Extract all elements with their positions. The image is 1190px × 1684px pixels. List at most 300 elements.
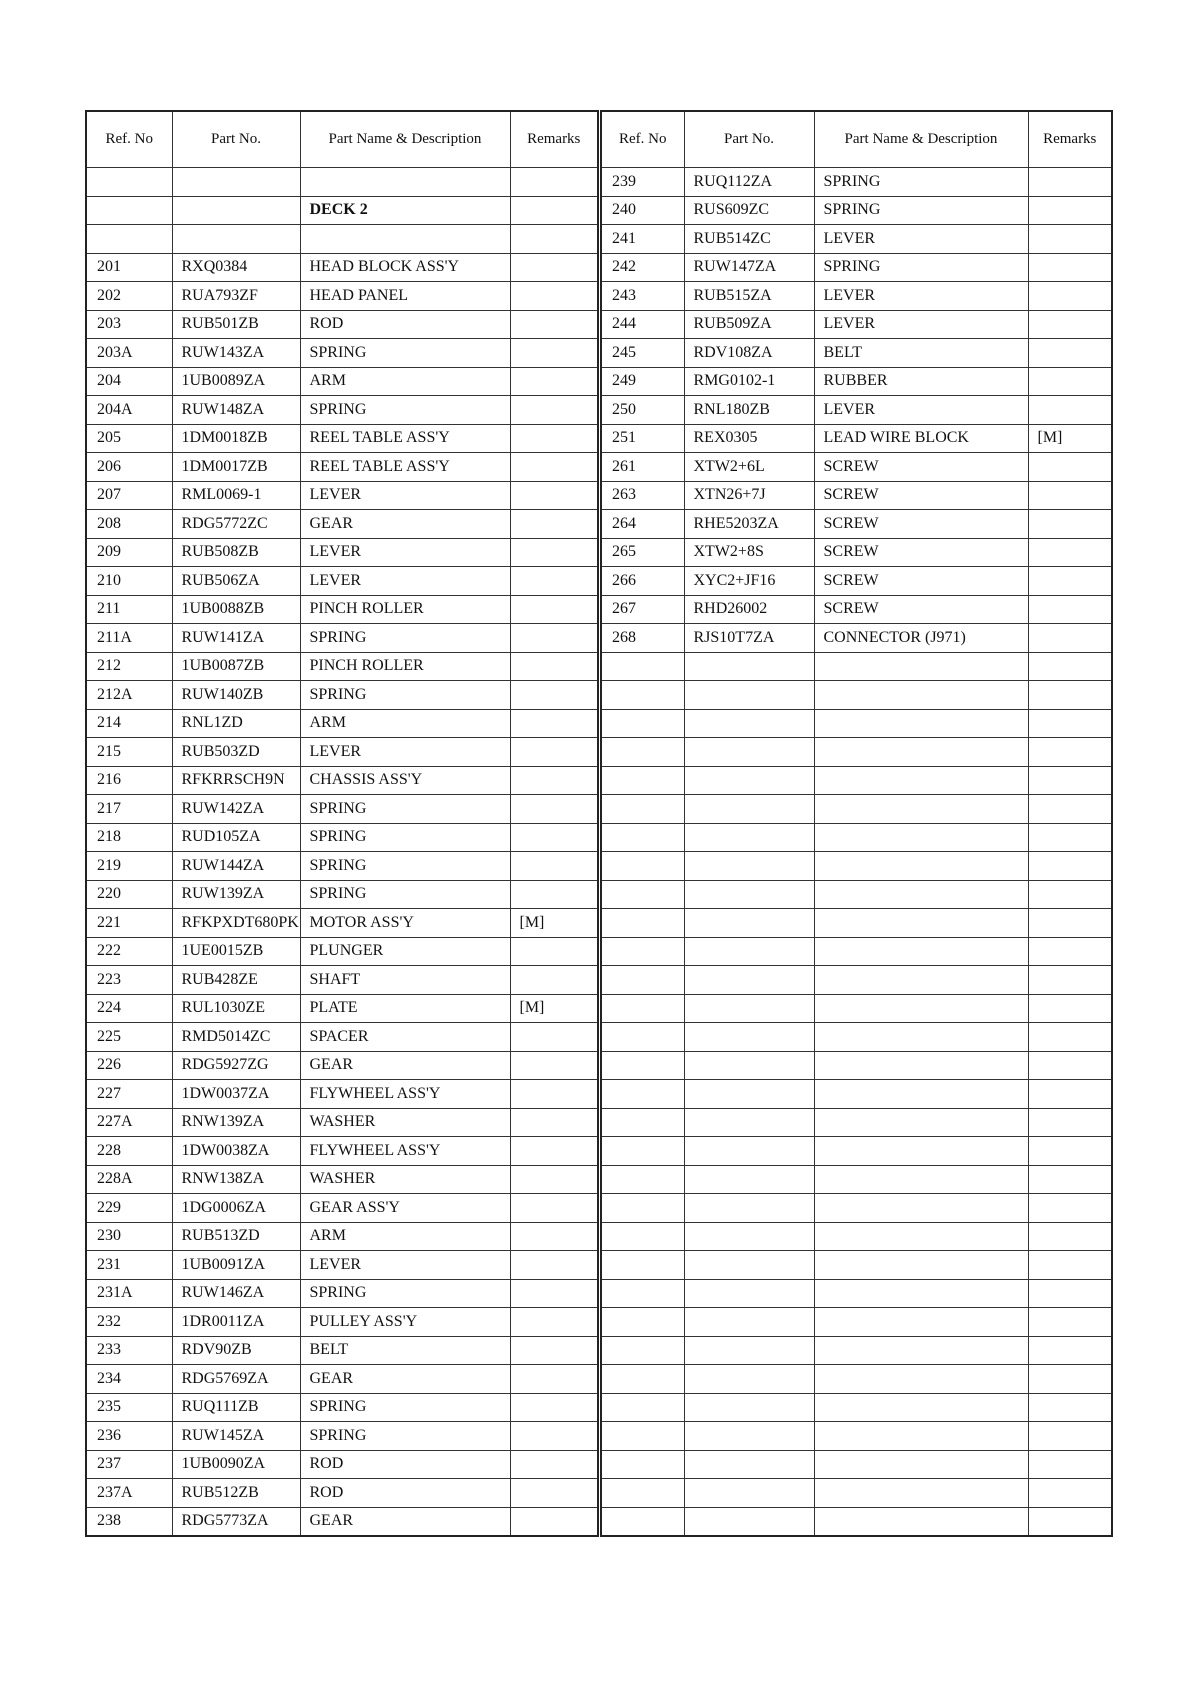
part-no-cell: RHD26002 [684, 595, 814, 624]
part-no-cell [172, 196, 300, 225]
remarks-cell [1028, 1194, 1112, 1223]
part-name-cell: FLYWHEEL ASS'Y [300, 1080, 510, 1109]
table-row [86, 196, 598, 225]
part-no-cell: REX0305 [684, 424, 814, 453]
part-no-cell [684, 1393, 814, 1422]
part-name-cell: BELT [814, 339, 1028, 368]
ref-no-cell: 236 [86, 1422, 172, 1451]
ref-no-cell: 209 [86, 538, 172, 567]
part-name-cell: MOTOR ASS'Y [300, 909, 510, 938]
ref-no-cell [601, 1365, 684, 1394]
part-name-cell: LEVER [814, 225, 1028, 254]
part-no-cell: RDG5769ZA [172, 1365, 300, 1394]
col-part-name: Part Name & Description [814, 111, 1028, 168]
remarks-cell [510, 1308, 598, 1337]
empty-row [601, 1336, 1112, 1365]
part-no-cell: 1DM0018ZB [172, 424, 300, 453]
remarks-cell [1028, 1336, 1112, 1365]
remarks-cell [1028, 1165, 1112, 1194]
part-no-cell: RUB509ZA [684, 310, 814, 339]
ref-no-cell: 228A [86, 1165, 172, 1194]
ref-no-cell [601, 1165, 684, 1194]
empty-row [601, 1507, 1112, 1536]
part-name-cell [814, 1279, 1028, 1308]
ref-no-cell [601, 1336, 684, 1365]
part-name-cell: GEAR [300, 510, 510, 539]
part-no-cell: XTW2+6L [684, 453, 814, 482]
table-row [86, 624, 598, 653]
table-row [601, 367, 1112, 396]
part-no-cell: RUW142ZA [172, 795, 300, 824]
part-name-cell: LEVER [300, 1251, 510, 1280]
ref-no-cell: 231 [86, 1251, 172, 1280]
table-row [86, 282, 598, 311]
part-no-cell: RUW144ZA [172, 852, 300, 881]
part-name-cell: SCREW [814, 510, 1028, 539]
part-name-cell: SPRING [300, 880, 510, 909]
remarks-cell [1028, 1393, 1112, 1422]
table-row [86, 339, 598, 368]
part-no-cell: RJS10T7ZA [684, 624, 814, 653]
ref-no-cell [601, 738, 684, 767]
part-name-cell: GEAR [300, 1507, 510, 1536]
remarks-cell [1028, 1051, 1112, 1080]
part-no-cell [684, 966, 814, 995]
part-no-cell [684, 709, 814, 738]
table-row [601, 624, 1112, 653]
ref-no-cell [601, 766, 684, 795]
ref-no-cell: 227A [86, 1108, 172, 1137]
part-name-cell: SCREW [814, 481, 1028, 510]
part-name-cell [814, 966, 1028, 995]
remarks-cell [510, 1137, 598, 1166]
col-part-no: Part No. [684, 111, 814, 168]
remarks-cell [1028, 282, 1112, 311]
part-name-cell: PINCH ROLLER [300, 595, 510, 624]
remarks-cell [510, 1365, 598, 1394]
remarks-cell [510, 766, 598, 795]
part-no-cell: RUB513ZD [172, 1222, 300, 1251]
ref-no-cell: 233 [86, 1336, 172, 1365]
remarks-cell [510, 1422, 598, 1451]
col-ref-no: Ref. No [601, 111, 684, 168]
part-name-cell: ARM [300, 1222, 510, 1251]
ref-no-cell: 207 [86, 481, 172, 510]
part-no-cell: RUW140ZB [172, 681, 300, 710]
remarks-cell [1028, 937, 1112, 966]
remarks-cell [510, 1393, 598, 1422]
part-name-cell [814, 1165, 1028, 1194]
table-row [601, 481, 1112, 510]
ref-no-cell: 237A [86, 1479, 172, 1508]
remarks-cell [1028, 538, 1112, 567]
ref-no-cell: 203 [86, 310, 172, 339]
part-name-cell [814, 766, 1028, 795]
ref-no-cell: 220 [86, 880, 172, 909]
table-row [86, 738, 598, 767]
table-row [601, 253, 1112, 282]
ref-no-cell: 228 [86, 1137, 172, 1166]
part-no-cell [684, 909, 814, 938]
ref-no-cell: 221 [86, 909, 172, 938]
ref-no-cell: 227 [86, 1080, 172, 1109]
part-name-cell: WASHER [300, 1165, 510, 1194]
table-row [86, 168, 598, 197]
part-no-cell: RUB506ZA [172, 567, 300, 596]
part-no-cell: RUS609ZC [684, 196, 814, 225]
ref-no-cell: 265 [601, 538, 684, 567]
remarks-cell [510, 225, 598, 254]
remarks-cell [510, 253, 598, 282]
part-no-cell: RDG5927ZG [172, 1051, 300, 1080]
table-row [601, 339, 1112, 368]
remarks-cell [1028, 1507, 1112, 1536]
remarks-cell [1028, 481, 1112, 510]
part-no-cell: RDV90ZB [172, 1336, 300, 1365]
table-row [86, 310, 598, 339]
remarks-cell [510, 567, 598, 596]
remarks-cell [510, 937, 598, 966]
part-no-cell: RUB514ZC [684, 225, 814, 254]
part-no-cell: RUQ112ZA [684, 168, 814, 197]
ref-no-cell: 238 [86, 1507, 172, 1536]
part-name-cell [814, 1393, 1028, 1422]
part-no-cell: 1UB0089ZA [172, 367, 300, 396]
remarks-cell [1028, 253, 1112, 282]
remarks-cell: [M] [510, 909, 598, 938]
empty-row [601, 880, 1112, 909]
table-row [86, 937, 598, 966]
remarks-cell [1028, 367, 1112, 396]
part-name-cell: GEAR [300, 1051, 510, 1080]
ref-no-cell [601, 1051, 684, 1080]
remarks-cell [1028, 852, 1112, 881]
remarks-cell [510, 823, 598, 852]
part-no-cell: 1DW0038ZA [172, 1137, 300, 1166]
part-name-cell: HEAD BLOCK ASS'Y [300, 253, 510, 282]
part-no-cell: RDV108ZA [684, 339, 814, 368]
remarks-cell [1028, 795, 1112, 824]
ref-no-cell: 211A [86, 624, 172, 653]
empty-row [601, 1108, 1112, 1137]
ref-no-cell: 206 [86, 453, 172, 482]
remarks-cell [1028, 880, 1112, 909]
part-name-cell [300, 168, 510, 197]
remarks-cell [510, 481, 598, 510]
ref-no-cell [601, 1194, 684, 1223]
empty-row [601, 1279, 1112, 1308]
empty-row [601, 1051, 1112, 1080]
remarks-cell [1028, 1308, 1112, 1337]
remarks-cell [1028, 709, 1112, 738]
remarks-cell [1028, 225, 1112, 254]
table-row [86, 795, 598, 824]
ref-no-cell: 210 [86, 567, 172, 596]
table-row [86, 1023, 598, 1052]
part-name-cell: LEVER [300, 567, 510, 596]
part-no-cell: 1UB0088ZB [172, 595, 300, 624]
part-name-cell: SCREW [814, 453, 1028, 482]
remarks-cell [1028, 1108, 1112, 1137]
part-name-cell: PLATE [300, 994, 510, 1023]
part-name-cell: LEVER [814, 310, 1028, 339]
part-name-cell: SCREW [814, 567, 1028, 596]
remarks-cell [1028, 1479, 1112, 1508]
ref-no-cell [601, 966, 684, 995]
table-row [601, 396, 1112, 425]
part-name-cell [814, 1080, 1028, 1109]
part-name-cell: SPRING [300, 1422, 510, 1451]
empty-row [601, 994, 1112, 1023]
remarks-cell [510, 795, 598, 824]
empty-row [601, 1023, 1112, 1052]
ref-no-cell: 203A [86, 339, 172, 368]
ref-no-cell: 204 [86, 367, 172, 396]
remarks-cell [1028, 994, 1112, 1023]
ref-no-cell [601, 1279, 684, 1308]
remarks-cell [1028, 1422, 1112, 1451]
part-no-cell [684, 1450, 814, 1479]
ref-no-cell [601, 681, 684, 710]
remarks-cell [1028, 595, 1112, 624]
table-row [86, 1222, 598, 1251]
empty-row [601, 1194, 1112, 1223]
empty-row [601, 681, 1112, 710]
remarks-cell [1028, 396, 1112, 425]
part-no-cell: RDG5772ZC [172, 510, 300, 539]
remarks-cell [1028, 624, 1112, 653]
empty-row [601, 1165, 1112, 1194]
part-name-cell: SPRING [300, 823, 510, 852]
ref-no-cell: 261 [601, 453, 684, 482]
part-name-cell: ROD [300, 1450, 510, 1479]
remarks-cell [510, 1251, 598, 1280]
part-no-cell: RML0069-1 [172, 481, 300, 510]
part-name-cell [814, 1450, 1028, 1479]
remarks-cell [1028, 1023, 1112, 1052]
part-name-cell: SCREW [814, 595, 1028, 624]
part-name-cell [814, 880, 1028, 909]
table-row [601, 168, 1112, 197]
part-name-cell: ROD [300, 310, 510, 339]
ref-no-cell [601, 1137, 684, 1166]
remarks-cell [510, 1108, 598, 1137]
part-no-cell [684, 852, 814, 881]
ref-no-cell: 250 [601, 396, 684, 425]
remarks-cell [510, 453, 598, 482]
part-name-cell [814, 709, 1028, 738]
remarks-cell [510, 595, 598, 624]
part-no-cell [684, 823, 814, 852]
remarks-cell [510, 1450, 598, 1479]
part-name-cell [814, 1137, 1028, 1166]
part-no-cell: RUW141ZA [172, 624, 300, 653]
ref-no-cell: 219 [86, 852, 172, 881]
ref-no-cell: 237 [86, 1450, 172, 1479]
part-name-cell: SPRING [300, 624, 510, 653]
remarks-cell [510, 738, 598, 767]
remarks-cell [510, 1279, 598, 1308]
part-no-cell [172, 225, 300, 254]
ref-no-cell: 217 [86, 795, 172, 824]
table-row [86, 1393, 598, 1422]
part-name-cell: HEAD PANEL [300, 282, 510, 311]
ref-no-cell [86, 168, 172, 197]
ref-no-cell: 241 [601, 225, 684, 254]
part-name-cell [814, 795, 1028, 824]
remarks-cell [510, 1165, 598, 1194]
part-name-cell: SPRING [300, 1393, 510, 1422]
part-no-cell [684, 1137, 814, 1166]
part-no-cell: 1DR0011ZA [172, 1308, 300, 1337]
empty-row [601, 795, 1112, 824]
part-no-cell: RUQ111ZB [172, 1393, 300, 1422]
part-name-cell: RUBBER [814, 367, 1028, 396]
part-no-cell: RMD5014ZC [172, 1023, 300, 1052]
part-no-cell: RUB508ZB [172, 538, 300, 567]
remarks-cell [1028, 738, 1112, 767]
table-row [86, 424, 598, 453]
part-name-cell: LEVER [300, 738, 510, 767]
ref-no-cell: 249 [601, 367, 684, 396]
ref-no-cell: 240 [601, 196, 684, 225]
ref-no-cell [601, 795, 684, 824]
remarks-cell [510, 1222, 598, 1251]
table-row [86, 1279, 598, 1308]
remarks-cell [1028, 766, 1112, 795]
part-name-cell: ARM [300, 709, 510, 738]
part-no-cell: 1UB0087ZB [172, 652, 300, 681]
ref-no-cell: 251 [601, 424, 684, 453]
empty-row [601, 1080, 1112, 1109]
part-no-cell [684, 795, 814, 824]
remarks-cell [1028, 1137, 1112, 1166]
part-name-cell [814, 1308, 1028, 1337]
part-no-cell: RNL180ZB [684, 396, 814, 425]
part-name-cell [814, 994, 1028, 1023]
ref-no-cell [601, 1080, 684, 1109]
table-row [86, 994, 598, 1023]
table-row [86, 1479, 598, 1508]
part-no-cell: 1DW0037ZA [172, 1080, 300, 1109]
empty-row [601, 1450, 1112, 1479]
part-name-cell [814, 1023, 1028, 1052]
table-row [86, 567, 598, 596]
ref-no-cell: 232 [86, 1308, 172, 1337]
part-name-cell: REEL TABLE ASS'Y [300, 424, 510, 453]
table-row [86, 510, 598, 539]
ref-no-cell: 212A [86, 681, 172, 710]
ref-no-cell [601, 1222, 684, 1251]
table-row [86, 1450, 598, 1479]
ref-no-cell: 230 [86, 1222, 172, 1251]
ref-no-cell [601, 1393, 684, 1422]
part-name-cell: PLUNGER [300, 937, 510, 966]
table-row [86, 709, 598, 738]
ref-no-cell [601, 1308, 684, 1337]
remarks-cell [1028, 339, 1112, 368]
remarks-cell [510, 1507, 598, 1536]
ref-no-cell: 212 [86, 652, 172, 681]
remarks-cell [510, 966, 598, 995]
part-no-cell: RUW143ZA [172, 339, 300, 368]
remarks-cell: [M] [510, 994, 598, 1023]
ref-no-cell [601, 1108, 684, 1137]
table-row [86, 966, 598, 995]
table-row [601, 538, 1112, 567]
remarks-cell [1028, 567, 1112, 596]
part-no-cell [684, 1080, 814, 1109]
remarks-cell [1028, 909, 1112, 938]
ref-no-cell: 267 [601, 595, 684, 624]
part-no-cell: RFKPXDT680PK [172, 909, 300, 938]
ref-no-cell [601, 652, 684, 681]
part-name-cell: LEVER [300, 538, 510, 567]
empty-row [601, 738, 1112, 767]
part-no-cell [684, 994, 814, 1023]
ref-no-cell: 214 [86, 709, 172, 738]
part-no-cell [684, 1194, 814, 1223]
table-row [86, 1165, 598, 1194]
part-no-cell [684, 880, 814, 909]
part-name-cell: PULLEY ASS'Y [300, 1308, 510, 1337]
table-row [86, 1251, 598, 1280]
empty-row [601, 937, 1112, 966]
remarks-cell [1028, 196, 1112, 225]
remarks-cell [510, 1080, 598, 1109]
ref-no-cell [601, 709, 684, 738]
part-name-cell: GEAR [300, 1365, 510, 1394]
col-ref-no: Ref. No [86, 111, 172, 168]
ref-no-cell: 234 [86, 1365, 172, 1394]
part-no-cell [684, 738, 814, 767]
part-no-cell [684, 1479, 814, 1508]
part-name-cell [814, 852, 1028, 881]
empty-row [601, 1137, 1112, 1166]
ref-no-cell: 245 [601, 339, 684, 368]
ref-no-cell: 223 [86, 966, 172, 995]
part-name-cell: SPACER [300, 1023, 510, 1052]
ref-no-cell: 244 [601, 310, 684, 339]
table-row [86, 453, 598, 482]
remarks-cell [510, 624, 598, 653]
part-no-cell: RUL1030ZE [172, 994, 300, 1023]
table-row [86, 681, 598, 710]
table-row [601, 510, 1112, 539]
remarks-cell [1028, 310, 1112, 339]
remarks-cell [1028, 823, 1112, 852]
ref-no-cell [601, 1422, 684, 1451]
part-name-cell [300, 225, 510, 254]
part-no-cell [684, 1251, 814, 1280]
part-no-cell: RHE5203ZA [684, 510, 814, 539]
part-no-cell: RDG5773ZA [172, 1507, 300, 1536]
part-no-cell: RUW145ZA [172, 1422, 300, 1451]
part-no-cell: 1DG0006ZA [172, 1194, 300, 1223]
remarks-cell [1028, 966, 1112, 995]
table-row [86, 1336, 598, 1365]
ref-no-cell [601, 852, 684, 881]
part-no-cell: RUW148ZA [172, 396, 300, 425]
table-row [601, 282, 1112, 311]
table-row [86, 909, 598, 938]
part-name-cell: SPRING [300, 396, 510, 425]
remarks-cell [510, 196, 598, 225]
remarks-cell [510, 538, 598, 567]
part-name-cell: SPRING [814, 253, 1028, 282]
ref-no-cell [86, 196, 172, 225]
remarks-cell [1028, 510, 1112, 539]
